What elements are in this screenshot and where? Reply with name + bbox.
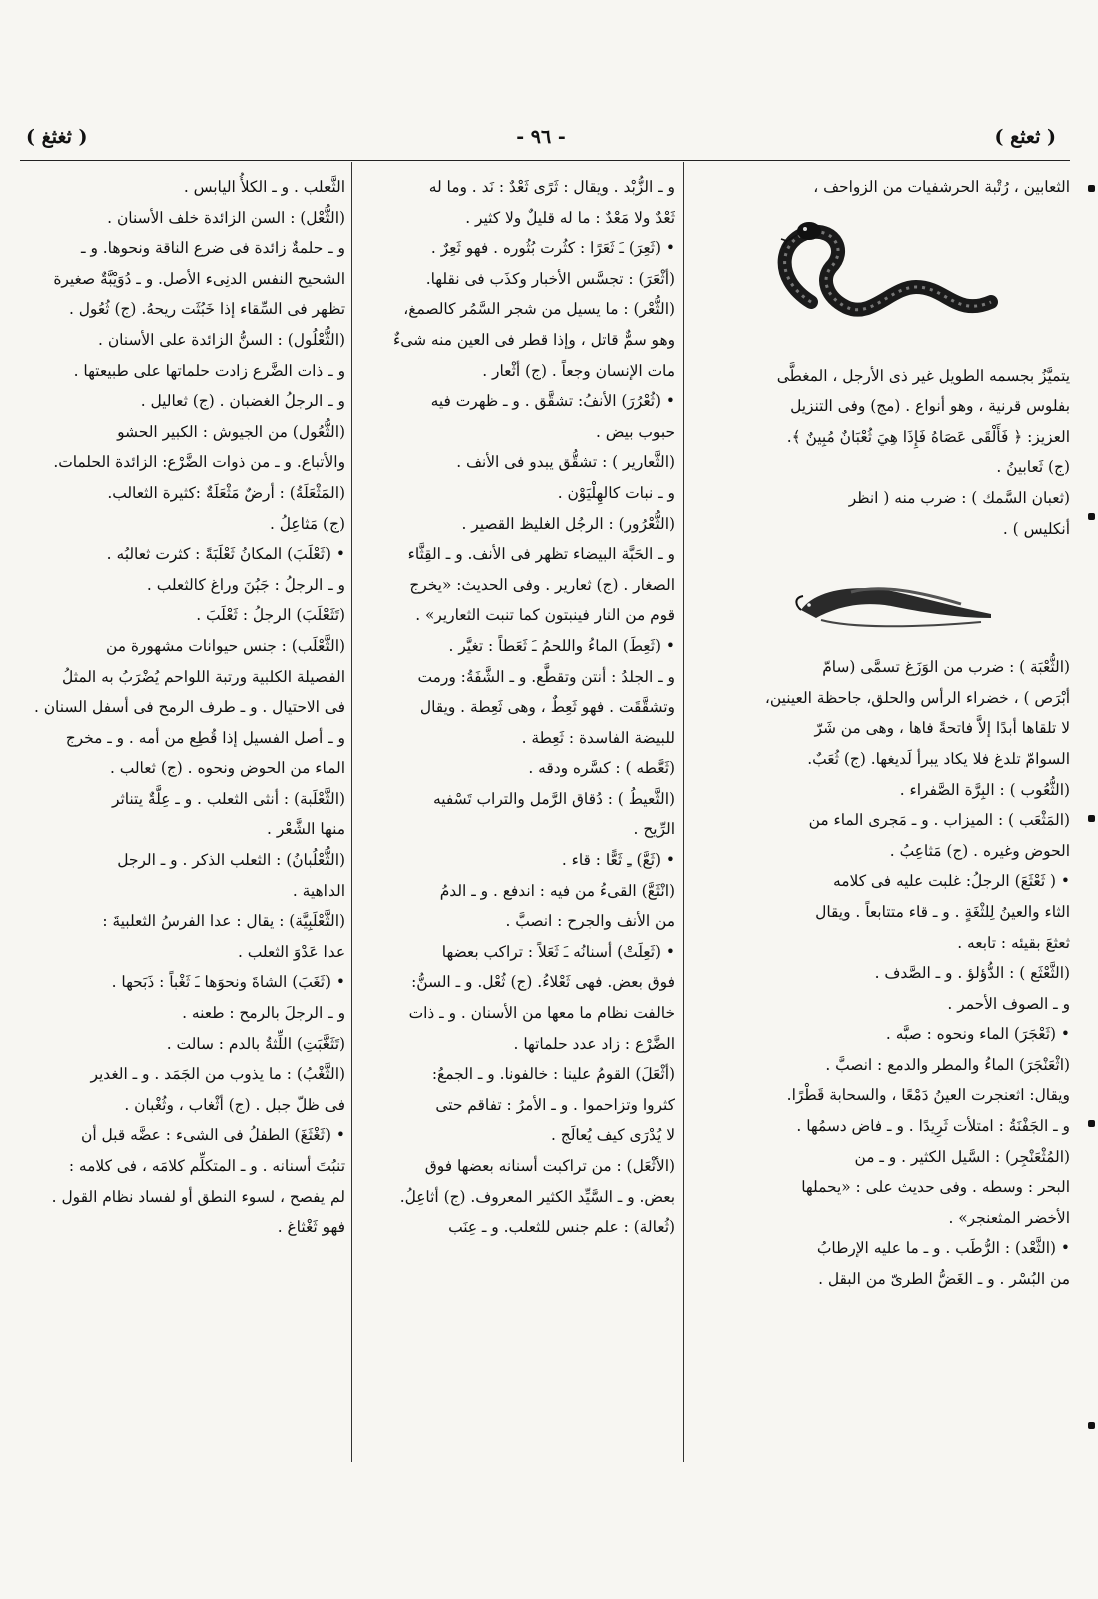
text-line: خالفت نظام ما معها من الأسنان . و ـ ذات (408, 1004, 675, 1023)
column-right-bottom-text (692, 652, 1070, 1294)
text-line: الشحيح النفس الدنِىء الأصل. و ـ دُوَيْبَّةٌ صغيرة (53, 269, 345, 288)
text-line: أنكليس ) . (1002, 519, 1070, 538)
margin-mark (1088, 815, 1095, 822)
column-left (20, 172, 345, 1472)
text-line: الداهية . (292, 881, 345, 900)
text-line: (الثَّعْثَع ) : الدُّؤلؤ . و ـ الصَّدف . (874, 964, 1070, 983)
text-line: (الثُّعْر) : ما يسيل من شجر السَّمُر كالصمغ، (403, 300, 675, 319)
text-line: بفلوس قرنية ، وهو أنواع . (مج) وفى التنزيل (790, 397, 1070, 416)
text-line: و ـ حلمةٌ زائدة فى ضرع الناقة ونحوها. و ـ (81, 239, 345, 258)
text-line: و ـ الرجلُ : جَبُنَ وراغ كالثعلب . (146, 575, 345, 594)
text-line: (الثَّعيطُ ) : دُقاق الرَّمل والتراب تَسْفيه (432, 789, 675, 808)
text-line: (ثعبان السَّمك ) : ضرب منه ( انظر (848, 488, 1070, 507)
text-line: (الثُّعْل) : السن الزائدة خلف الأسنان . (107, 208, 345, 227)
text-line: و ـ الصوف الأحمر . (947, 994, 1070, 1013)
text-line: أبْرَص ) ، خضراء الرأس والحلق، جاحظة العينين، (764, 688, 1070, 707)
text-line: تظهر فى السِّقاء إذا خَبُثَت ريحهُ. (ج) ثُعُول . (68, 300, 345, 319)
margin-mark (1088, 185, 1095, 192)
text-line: (الأثْعَل) : من تراكبت أسنانه بعضها فوق (424, 1157, 675, 1175)
text-line: و ـ الجلدُ : أنتن وتقطَّع. و ـ الشَّفَةُ: ورمت (417, 667, 675, 686)
text-line: للبيضة الفاسدة : ثَعِطة . (521, 728, 675, 747)
text-line: العزيز: ﴿ فَأَلْقَى عَصَاهُ فَإِذَا هِيَ ثُعْبَانٌ مُبِينٌ ﴾. (786, 427, 1070, 446)
text-line: • (ثَعِلَتْ) أسنانُه ـَ ثَعَلاً : تراكب بعضها (441, 942, 675, 961)
text-line: الأخضر المثعنجر» . (948, 1208, 1070, 1227)
text-line: لا تلقاها أبدًا إلاَّ فاتحةً فاها ، وهى من شَرّ (814, 719, 1070, 738)
text-line: (تَثَغَّبَتِ) اللِّثةُ بالدم : سالت . (166, 1034, 345, 1053)
text-line: (الثَّعْلَب) : جنس حيوانات مشهورة من (106, 636, 345, 655)
text-line: • (ثَعِرَ) ـَ ثَعَرًا : كثُرت بُثُوره . فهو ثَعِرٌ . (430, 239, 675, 258)
text-line: (الثُّعْبَة ) : ضرب من الوَزَغ تسمَّى (سامّ (822, 658, 1070, 677)
text-line: منها الشَّعْر . (267, 820, 345, 839)
text-line: (الثُّعْلُول) : السنُّ الزائدة على الأسنان . (98, 330, 345, 349)
text-line: • (ثُعْرُرَ) الأنفُ: تشقَّق . و ـ ظهرت فيه (430, 392, 675, 411)
text-line: يتميَّزُ بجسمه الطويل غير ذى الأرجل ، المغطَّى (776, 366, 1070, 385)
text-line: ثعثعَ بقيئه : تابعه . (957, 933, 1070, 952)
text-line: (أثْعَرَ) : تجسَّس الأخبار وكذَب فى نقلها. (425, 269, 675, 288)
text-line: البحر : وسطه . وفى حديث على : «يحملها (801, 1178, 1070, 1197)
text-line: • (ثَغْثَغَ) الطفلُ فى الشىء : عضَّه قبل أن (81, 1126, 345, 1145)
text-line: (ج) ثَعابينُ . (996, 458, 1070, 477)
margin-mark (1088, 1422, 1095, 1429)
text-line: الضَّرْع : زاد عدد حلماتها . (513, 1034, 675, 1053)
text-line: لم يفصح ، لسوء النطق أو لفساد نظام القول . (51, 1187, 345, 1206)
text-line: فهو ثَغْثاغ . (277, 1218, 345, 1237)
text-line: • ( ثَعْثَعَ) الرجلُ: غلبت عليه فى كلامه (833, 872, 1070, 891)
text-line: حبوب بيض . (595, 422, 675, 441)
text-line: (المُثْعَنْجِر) : السَّيل الكثير . و ـ من (854, 1147, 1070, 1166)
text-line: و ـ الرجلَ بالرمح : طعنه . (182, 1004, 345, 1023)
text-line: عدا عَدْوَ الثعلب . (237, 942, 345, 961)
text-line: (الثَّعْلَبِيَّة) : يقال : عدا الفرسُ الثعلبيةَ : (102, 912, 345, 931)
text-line: السوامّ تلدغ فلا يكاد يبرأ لَديغها. (ج) ثُعَبٌ. (807, 749, 1070, 768)
text-line: • (ثَغَبَ) الشاةَ ونحوَها ـَ ثَغْباً : ذَبَحها . (111, 973, 345, 992)
text-line: (تَثَعْلَبَ) الرجلُ : ثَعْلَبَ . (196, 606, 345, 625)
text-line: مات الإنسان وجعاً . (ج) أثْعار . (482, 361, 675, 380)
text-line: الماء من الحوض ونحوه . (ج) ثعالب . (109, 759, 345, 778)
text-line: و ـ الزُّبْد . ويقال : ثَرًى ثَعْدٌ : نَد . وما له (428, 178, 675, 196)
text-line: (ثُعالة) : علم جنس للثعلب. و ـ عِنَب (448, 1218, 675, 1237)
text-line: و ـ ذات الضَّرع زادت حلماتها على طبيعتها . (73, 361, 345, 380)
header-rule (20, 160, 1070, 161)
text-line: وهو سمٌّ قاتل ، وإذا قطر فى العين منه شىءٌ (393, 330, 675, 349)
header-keyword-right: ( ثعثع ) (994, 126, 1056, 148)
snake-illustration (692, 207, 1070, 357)
text-line: وتشقَّقَت . فهو ثَعِطٌ ، وهى ثَعِطة . ويقال (419, 698, 675, 717)
text-line: و ـ الجَفْنَةُ : امتلأت ثَرِيدًا . و ـ فاض دسمُها . (796, 1117, 1070, 1136)
text-line: • (ثَعْلَبَ) المكانُ ثَعْلَبَةً : كثرت ثعالبُه . (106, 545, 345, 564)
column-divider-right (683, 162, 684, 1462)
text-line: (ثَعَّطه ) : كسَّره ودقه . (528, 759, 675, 778)
header-keyword-left: ( ثغثغ ) (26, 126, 88, 148)
text-line: • (ثَعِطَ) الماءُ واللحمُ ـَ ثَعَطاً : تغيَّر . (448, 636, 675, 655)
column-right-top-text (692, 172, 1070, 203)
text-line: (الثَّعْلَبة) : أنثى الثعلب . و ـ عِلَّةٌ يتناثر (111, 789, 345, 808)
snake-icon (751, 207, 1011, 357)
text-line: • (ثَعَّ) ـِ ثَعًّا : قاء . (561, 851, 675, 870)
text-line: (ج) مَثاعِلُ . (269, 514, 345, 533)
text-line: ويقال: اثعنجرت العينُ دَمْعًا ، والسحابة قَطْرًا. (786, 1086, 1070, 1105)
margin-mark (1088, 513, 1095, 520)
page-number: - ٩٦ - (516, 126, 566, 148)
text-line: الرِّيح . (633, 820, 675, 839)
text-line: الصغار . (ج) ثعارير . وفى الحديث: «يخرج (409, 575, 675, 594)
column-right-mid-text (692, 361, 1070, 545)
text-line: و ـ الرجلُ الغضبان . (ج) ثعاليل . (140, 392, 345, 411)
text-line: (الثُّعْرُور) : الرجُل الغليظ القصير . (461, 514, 675, 533)
column-right (692, 172, 1070, 1472)
text-line: (الثُّعُوب ) : البِرَّة الصَّفراء . (899, 780, 1070, 799)
text-line: فوق بعض. فهى ثَعْلاءُ. (ج) ثُعْل. و ـ السنُّ: (411, 973, 675, 992)
eel-illustration (692, 548, 1070, 648)
text-line: ثَعْدٌ ولا مَعْدٌ : ما له قليلٌ ولا كثير . (465, 208, 675, 227)
text-line: تنبُتَ أسنانه . و ـ المتكلِّم كلامَه ، فى كلامه : (68, 1157, 345, 1175)
text-line: لا يُدْرَى كيف يُعالَج . (550, 1126, 675, 1145)
text-line: (اثْعَنْجَرَ) الماءُ والمطر والدمع : انصبَّ . (825, 1055, 1070, 1074)
text-line: و ـ الحَبَّة البيضاء تظهر فى الأنف. و ـ القِثَّاء (407, 545, 675, 564)
page-header (20, 120, 1062, 154)
text-line: الفصيلة الكلبية ورتبة اللواحم يُضْرَبُ به المثلُ (62, 667, 345, 686)
text-line: بعض. و ـ السَّيِّد الكثير المعروف. (ج) أثاعِلُ. (399, 1187, 675, 1206)
text-line: قوم من النار فينبتون كما تنبت الثعارير» . (415, 606, 675, 625)
column-middle (357, 172, 675, 1472)
margin-mark (1088, 1120, 1095, 1127)
text-line: (المَثْعَب ) : الميزاب . و ـ مَجرى الماء من (808, 811, 1070, 830)
text-line: والأتباع. و ـ من ذوات الضَّرْع: الزائدة الحلمات. (53, 453, 345, 472)
text-line: • (الثَّعْد) : الرُّطَب . و ـ ما عليه الإرطابُ (816, 1239, 1070, 1258)
text-line: الحوض وغيره . (ج) مَثاعِبُ . (889, 841, 1070, 860)
text-line: (الثَّعارير ) : تشقُّق يبدو فى الأنف . (456, 453, 675, 472)
text-line: كثروا وتزاحموا . و ـ الأمرُ : تفاقم حتى (435, 1095, 675, 1114)
text-line: (أثْعَلَ) القومُ علينا : خالفونا. و ـ الجمعُ: (431, 1065, 675, 1084)
text-line: (الثُّعْلُبانُ) : الثعلب الذكر . و ـ الرجل (117, 851, 345, 870)
text-line: و ـ أصل الفسيل إذا قُطِع من أمه . و ـ مخرج (65, 728, 345, 747)
text-line: الثعابين ، رُتْبة الحرشفيات من الزواحف ، (813, 178, 1070, 196)
text-line: من الأنف والجرح : انصبَّ . (505, 912, 675, 931)
text-line: • (ثَعْجَرَ) الماء ونحوه : صبَّه . (885, 1025, 1070, 1044)
text-line: الثَّعلب . و ـ الكلأُ اليابس . (183, 178, 345, 196)
text-line: فى الاحتيال . و ـ طرف الرمح فى أسفل السنان . (33, 698, 345, 717)
text-line: الثاء والعينُ لِلثْغَةٍ . و ـ قاء متتابعاً . ويقال (815, 902, 1070, 921)
text-line: من البُسْر . و ـ الغَضُّ الطرىّ من البقل . (818, 1270, 1070, 1289)
text-line: فى ظلّ جبل . (ج) أثْغاب ، وثُغْبان . (124, 1095, 345, 1114)
text-line: (انْثَعَّ) القىءُ من فيه : اندفع . و ـ الدمُ (439, 881, 675, 900)
text-line: و ـ نبات كالهِلْيَوْن . (557, 483, 675, 502)
text-line: (الثُّعُول) من الجيوش : الكبير الحشو (117, 422, 345, 441)
column-divider-left (351, 162, 352, 1462)
text-line: (المَثْعَلَةُ) : أرضٌ مَثْعَلَةٌ :كثيرة الثعالب. (107, 483, 345, 502)
text-line: (الثَّغْبُ) : ما يذوب من الجَمَد . و ـ الغدير (90, 1065, 345, 1084)
eel-icon (761, 548, 1001, 648)
